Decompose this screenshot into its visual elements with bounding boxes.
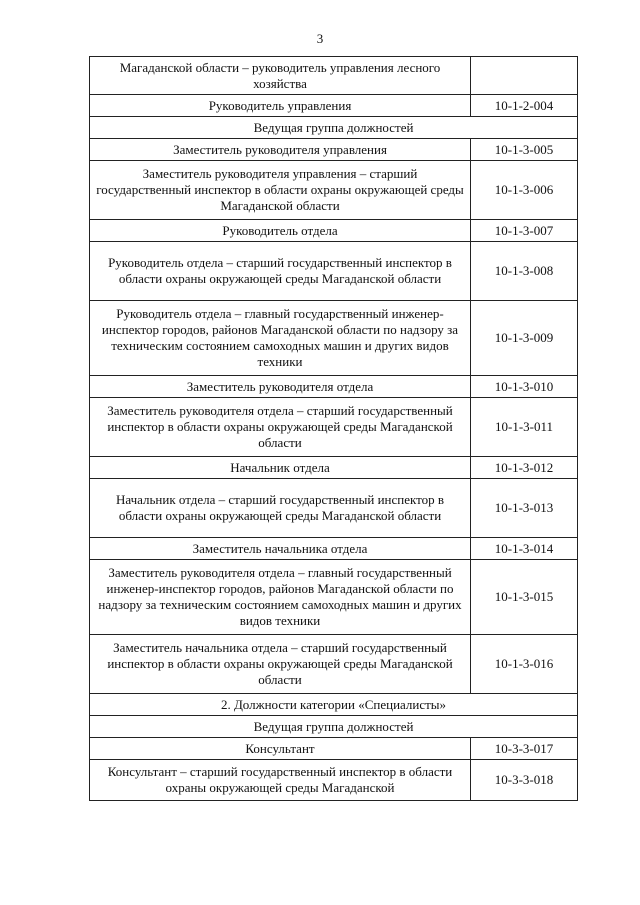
position-code: 10-1-3-010 (471, 376, 578, 398)
position-code: 10-1-3-013 (471, 479, 578, 538)
table-row (90, 560, 578, 635)
position-code: 10-1-3-012 (471, 457, 578, 479)
group-row (90, 716, 578, 738)
table-row (90, 242, 578, 301)
table-row (90, 57, 578, 95)
position-code: 10-1-3-011 (471, 398, 578, 457)
position-name: Руководитель отдела (90, 220, 471, 242)
position-name: Консультант – старший государственный инспектор в области охраны окружающей среды Магаданской (90, 760, 471, 801)
table-row (90, 738, 578, 760)
position-name: Заместитель руководителя управления – старший государственный инспектор в области охраны окружающей среды Магаданской области (90, 161, 471, 220)
position-name: Заместитель руководителя управления (90, 139, 471, 161)
position-name: Заместитель начальника отдела – старший государственный инспектор в области охраны окружающей среды Магаданской области (90, 635, 471, 694)
table-row (90, 538, 578, 560)
position-name: Руководитель управления (90, 95, 471, 117)
table-row (90, 760, 578, 801)
position-name: Заместитель руководителя отдела – главный государственный инженер-инспектор городов, районов Магаданской области по надзору за техническим состоянием самоходных машин и других видов техники (90, 560, 471, 635)
position-name: Руководитель отдела – старший государственный инспектор в области охраны окружающей среды Магаданской области (90, 242, 471, 301)
position-name: Начальник отдела (90, 457, 471, 479)
group-title: Ведущая группа должностей (90, 117, 578, 139)
table-row (90, 376, 578, 398)
position-name: Консультант (90, 738, 471, 760)
table-row (90, 479, 578, 538)
position-name: Магаданской области – руководитель управления лесного хозяйства (90, 57, 471, 95)
group-row (90, 117, 578, 139)
position-code: 10-1-3-009 (471, 301, 578, 376)
position-code: 10-1-3-007 (471, 220, 578, 242)
positions-table (89, 56, 578, 801)
table-row (90, 220, 578, 242)
table-row (90, 139, 578, 161)
position-code (471, 57, 578, 95)
group-title: Ведущая группа должностей (90, 716, 578, 738)
table-row (90, 457, 578, 479)
position-code: 10-1-3-016 (471, 635, 578, 694)
position-code: 10-1-2-004 (471, 95, 578, 117)
position-code: 10-1-3-005 (471, 139, 578, 161)
position-code: 10-3-3-018 (471, 760, 578, 801)
table-row (90, 398, 578, 457)
page-number: 3 (316, 31, 324, 46)
position-name: Заместитель руководителя отдела – старший государственный инспектор в области охраны окружающей среды Магаданской области (90, 398, 471, 457)
position-name: Начальник отдела – старший государственный инспектор в области охраны окружающей среды Магаданской области (90, 479, 471, 538)
position-code: 10-1-3-015 (471, 560, 578, 635)
position-code: 10-1-3-014 (471, 538, 578, 560)
table-row (90, 95, 578, 117)
position-code: 10-1-3-006 (471, 161, 578, 220)
table-row (90, 635, 578, 694)
table-row (90, 161, 578, 220)
group-title: 2. Должности категории «Специалисты» (90, 694, 578, 716)
position-code: 10-1-3-008 (471, 242, 578, 301)
group-row (90, 694, 578, 716)
position-name: Заместитель начальника отдела (90, 538, 471, 560)
table-row (90, 301, 578, 376)
position-code: 10-3-3-017 (471, 738, 578, 760)
position-name: Руководитель отдела – главный государственный инженер-инспектор городов, районов Магаданской области по надзору за техническим состоянием самоходных машин и других видов техники (90, 301, 471, 376)
position-name: Заместитель руководителя отдела (90, 376, 471, 398)
